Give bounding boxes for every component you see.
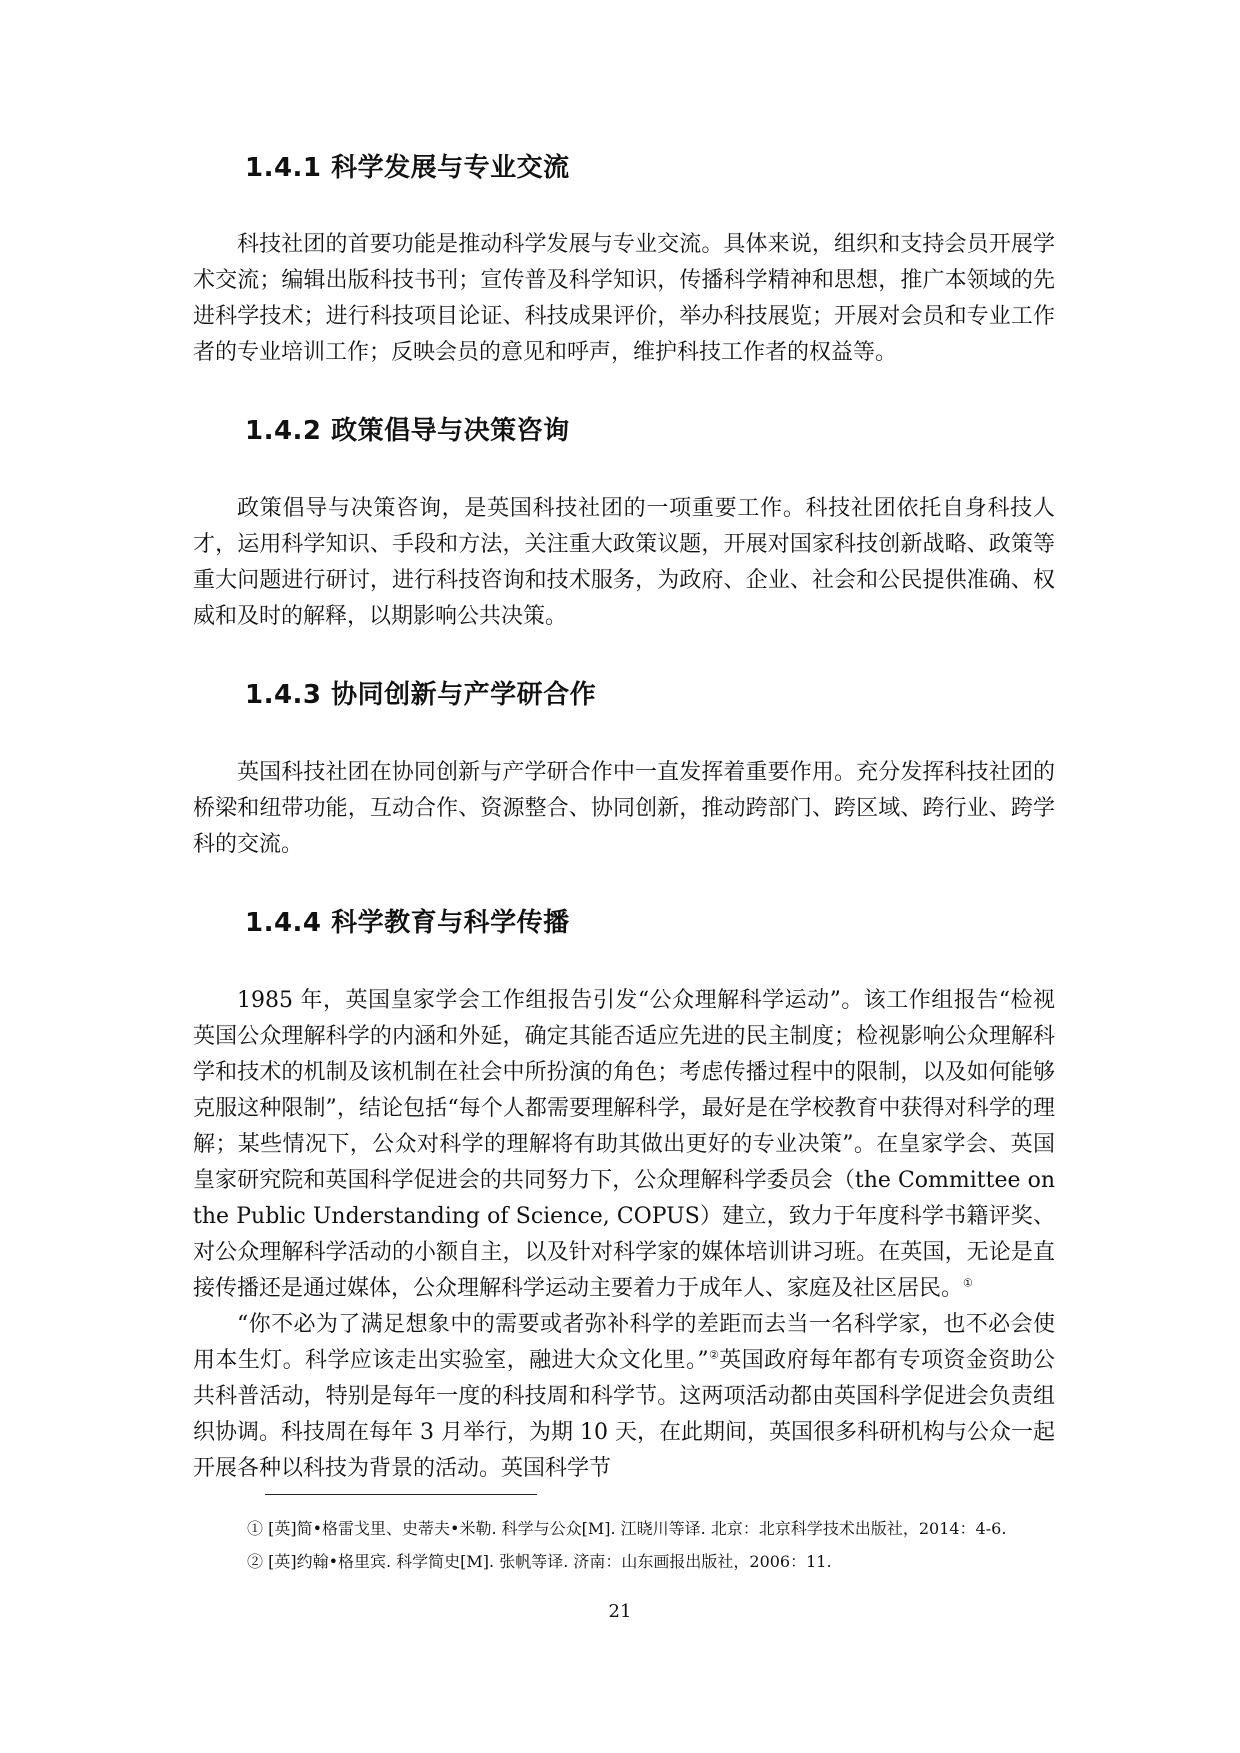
section-1-4-4 (193, 905, 1055, 1487)
body-paragraph: 英国科技社团在协同创新与产学研合作中一直发挥着重要作用。充分发挥科技社团的桥梁和纽带功能，互动合作、资源整合、协同创新，推动跨部门、跨区域、跨行业、跨学科的交流。 (193, 760, 1055, 857)
section-heading: 1.4.2 政策倡导与决策咨询 (245, 416, 570, 446)
paragraph-text: 英国政府每年都有专项资金资助公共科普活动，特别是每年一度的科技周和科学节。这两项活动都由英国科学促进会负责组织协调。科技周在每年 3 月举行，为期 10 天，在此期间，英国很多科研机构与公众一起开展各种以科技为背景的活动。英国科学节 (193, 1348, 1055, 1481)
paragraph-text: 1985 年，英国皇家学会工作组报告引发“公众理解科学运动”。该工作组报告“检视英国公众理解科学的内涵和外延，确定其能否适应先进的民主制度；检视影响公众理解科学和技术的机制及该机制在社会中所扮演的角色；考虑传播过程中的限制，以及如何能够克服这种限制”，结论包括“每个人都需要理解科学，最好是在学校教育中获得对科学的理解；某些情况下，公众对科学的理解将有助其做出更好的专业决策”。在皇家学会、英国皇家研究院和英国科学促进会的共同努力下，公众理解科学委员会（the Committee on the Public Understanding of Science, COPUS）建立，致力于年度科学书籍评奖、对公众理解科学活动的小额自主，以及针对科学家的媒体培训讲习班。在英国，无论是直接传播还是通过媒体，公众理解科学运动主要着力于成年人、家庭及社区居民。 (193, 988, 1055, 1301)
section-heading: 1.4.1 科学发展与专业交流 (245, 153, 570, 183)
footnote-marker: ① (963, 1276, 973, 1290)
section-heading: 1.4.3 协同创新与产学研合作 (245, 680, 597, 710)
page-body (193, 150, 1055, 1487)
quote-text: “你不必为了满足想象中的需要或者弥补科学的差距而去当一名科学家，也不必会使用本生灯。科学应该走出实验室，融进大众文化里。” (193, 1312, 1055, 1373)
section-1-4-2 (193, 413, 1055, 635)
section-1-4-1 (193, 150, 1055, 371)
body-paragraph: 政策倡导与决策咨询，是英国科技社团的一项重要工作。科技社团依托自身科技人才，运用科学知识、手段和方法，关注重大政策议题，开展对国家科技创新战略、政策等重大问题进行研讨，进行科技咨询和技术服务，为政府、企业、社会和公民提供准确、权威和及时的解释，以期影响公共决策。 (193, 496, 1055, 629)
section-heading: 1.4.4 科学教育与科学传播 (245, 908, 570, 938)
section-1-4-3 (193, 677, 1055, 863)
page-number: 21 (608, 1601, 632, 1622)
body-paragraph: 科技社团的首要功能是推动科学发展与专业交流。具体来说，组织和支持会员开展学术交流；编辑出版科技书刊；宣传普及科学知识，传播科学精神和思想，推广本领域的先进科学技术；进行科技项目论证、科技成果评价，举办科技展览；开展对会员和专业工作者的专业培训工作；反映会员的意见和呼声，维护科技工作者的权益等。 (193, 232, 1055, 365)
footnote: ① [英]简•格雷戈里、史蒂夫•米勒. 科学与公众[M]. 江晓川等译. 北京：北京科学技术出版社，2014：4-6. (247, 1519, 1007, 1538)
footnote: ② [英]约翰•格里宾. 科学简史[M]. 张帆等译. 济南：山东画报出版社，2006：11. (247, 1552, 832, 1571)
footnotes (247, 1512, 1057, 1578)
footnote-marker: ② (708, 1348, 720, 1362)
footnote-divider (265, 1494, 537, 1495)
body-paragraph (193, 1307, 1055, 1487)
body-paragraph (193, 983, 1055, 1307)
